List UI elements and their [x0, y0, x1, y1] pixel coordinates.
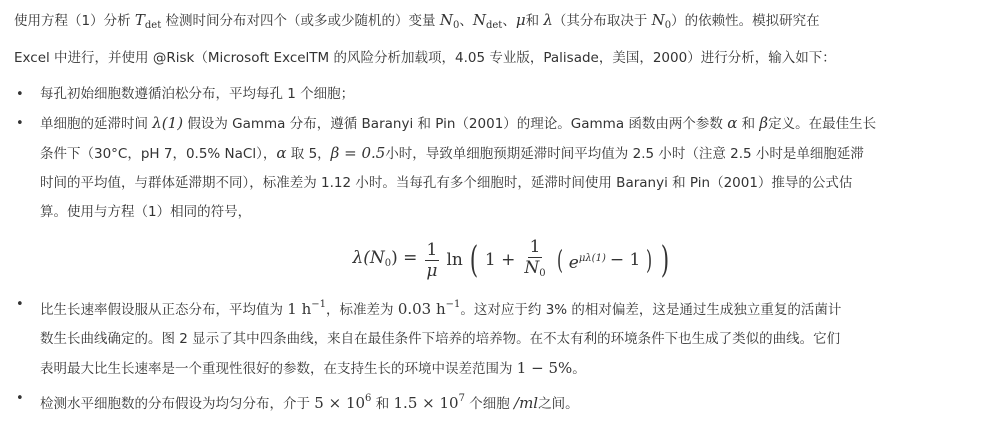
minus-one: − 1 — [609, 250, 641, 270]
fraction-1-numerator: 1 — [426, 240, 438, 260]
fraction-2-den-sub: 0 — [539, 268, 546, 279]
detection-upper-value: 1.5 × 10 — [393, 394, 459, 412]
bullet-4-text-4: 之间。 — [538, 396, 579, 412]
bullet-3-line-3a: 表明最大比生长速率是一个重现性很好的参数，在支持生长的环境中误差范围为 — [40, 361, 513, 377]
n0-symbol — [440, 11, 460, 29]
detection-lower-sup: 6 — [365, 393, 372, 404]
intro-text-1: 使用方程（1）分析 — [14, 13, 131, 29]
mu-symbol: μ — [515, 11, 526, 29]
bullet-dot: • — [16, 297, 24, 312]
exp-power: μλ(1) — [578, 252, 606, 264]
bullet-4-text-3: 个细胞 — [469, 396, 510, 412]
bullet-1-text: 每孔初始细胞数遵循泊松分布，平均每孔 1 个细胞； — [40, 86, 355, 102]
intro-text-2: 检测时间分布对四个（或多或少随机的）变量 — [165, 13, 436, 29]
ndet-sub: det — [485, 20, 503, 31]
n0-N: N — [439, 11, 453, 29]
growth-rate-sd-value: 0.03 h — [397, 300, 446, 318]
beta-symbol: β — [759, 114, 769, 132]
one-plus: 1 + — [484, 250, 516, 270]
growth-rate-mean — [287, 300, 326, 318]
tdet-T: T — [134, 11, 145, 29]
unit-per-ml: /ml — [514, 394, 539, 412]
n0b-sub: 0 — [664, 20, 672, 31]
bullet-dot: • — [16, 116, 24, 131]
sep-2: 、 — [502, 13, 516, 29]
fraction-2-denominator — [522, 258, 547, 284]
n0-sub: 0 — [452, 20, 460, 31]
intro-line-2: Excel 中进行，并使用 @Risk（Microsoft ExcelTM 的风险分析加载项，4.05 专业版，Palisade，美国，2000）进行分析，输入如下： — [14, 50, 836, 66]
exponential-term — [569, 244, 606, 278]
growth-rate-mean-sup: −1 — [311, 299, 327, 310]
exp-base: e — [568, 252, 579, 273]
open-mid-paren: ( — [556, 245, 563, 276]
fraction-1-denominator: μ — [426, 261, 438, 281]
close-big-paren: ) — [661, 239, 670, 281]
list-item — [14, 290, 985, 384]
detection-upper — [394, 394, 465, 412]
intro-text-3: 和 — [525, 13, 540, 29]
bullet-3-text-3: 。这对应于约 3% 的相对偏差，这是通过生成独立重复的活菌计 — [460, 302, 842, 318]
growth-rate-sd — [398, 300, 461, 318]
bullet-3-text-1: 比生长速率假设服从正态分布，平均值为 — [40, 302, 283, 318]
formula-lhs-end: ) = — [391, 247, 418, 268]
growth-rate-sd-sup: −1 — [445, 299, 461, 310]
bullet-3-line-3b: 。 — [572, 361, 586, 377]
error-range: 1 − 5% — [516, 359, 573, 377]
close-mid-paren: ) — [646, 245, 653, 276]
bullet-2-text-3: 和 — [741, 116, 756, 132]
ln-operator: ln — [446, 250, 463, 270]
bullet-2-text-4: 定义。在最佳生长 — [768, 116, 877, 132]
bullet-2-line-4: 算。使用与方程（1）相同的符号， — [40, 204, 252, 220]
formula-lhs-sub: 0 — [384, 257, 392, 269]
detection-lower-value: 5 × 10 — [314, 394, 366, 412]
open-big-paren: ( — [469, 239, 479, 281]
bullet-2-line-2a: 条件下（30°C，pH 7，0.5% NaCl）， — [40, 146, 277, 162]
list-item — [14, 384, 985, 419]
intro-paragraph — [14, 4, 985, 74]
bullet-4-text-2: 和 — [375, 396, 390, 412]
bullet-3-text-2: ，标准差为 — [326, 302, 394, 318]
bullet-dot: • — [16, 391, 24, 406]
alpha-symbol: α — [727, 114, 738, 132]
bullet-2-text-1: 单细胞的延滞时间 — [40, 116, 148, 132]
bullet-4-text-1: 检测水平细胞数的分布假设为均匀分布，介于 — [40, 396, 310, 412]
detection-lower — [314, 394, 371, 412]
intro-text-4: （其分布取决于 — [552, 13, 648, 29]
n0b-symbol — [652, 11, 672, 29]
tdet-symbol — [135, 11, 161, 29]
growth-rate-mean-value: 1 h — [287, 300, 312, 318]
fraction-one-over-mu — [424, 240, 439, 281]
bullet-2-text-5: 取 5， — [290, 146, 331, 162]
bullet-2-text-6: 小时，导致单细胞预期延滞时间平均值为 2.5 小时（注意 2.5 小时是单细胞延滞 — [385, 146, 864, 162]
bullet-dot: • — [16, 87, 24, 102]
tdet-sub: det — [144, 20, 162, 31]
n0b-N: N — [651, 11, 665, 29]
lag-time-formula — [40, 227, 985, 290]
lambda-symbol: λ — [543, 11, 553, 29]
list-item — [14, 109, 985, 290]
formula-lhs-main: λ(N — [352, 247, 385, 268]
fraction-one-over-n0 — [522, 237, 547, 284]
sep-1: 、 — [459, 13, 473, 29]
input-list — [14, 80, 985, 419]
list-item — [14, 80, 985, 109]
fraction-2-den-N: N — [524, 258, 540, 278]
beta-equation: β = 0.5 — [330, 144, 386, 162]
bullet-3-line-2: 数生长曲线确定的。图 2 显示了其中四条曲线，来自在最佳条件下培养的培养物。在不太有利的环境条件下也生成了类似的曲线。它们 — [40, 331, 841, 347]
ndet-N: N — [472, 11, 486, 29]
fraction-2-numerator: 1 — [529, 237, 541, 257]
bullet-2-line-3: 时间的平均值，与群体延滞期不同），标准差为 1.12 小时。当每孔有多个细胞时，延滞时间使用 Baranyi 和 Pin（2001）推导的公式估 — [40, 175, 853, 191]
ndet-symbol — [473, 11, 502, 29]
bullet-2-text-2: 假设为 Gamma 分布，遵循 Baranyi 和 Pin（2001）的理论。Gamma 函数由两个参数 — [187, 116, 723, 132]
alpha-2-symbol: α — [276, 144, 287, 162]
lambda-1-symbol: λ(1) — [152, 114, 184, 132]
intro-text-5: ）的依赖性。模拟研究在 — [671, 13, 820, 29]
formula-lhs — [352, 244, 417, 278]
detection-upper-sup: 7 — [458, 393, 465, 404]
